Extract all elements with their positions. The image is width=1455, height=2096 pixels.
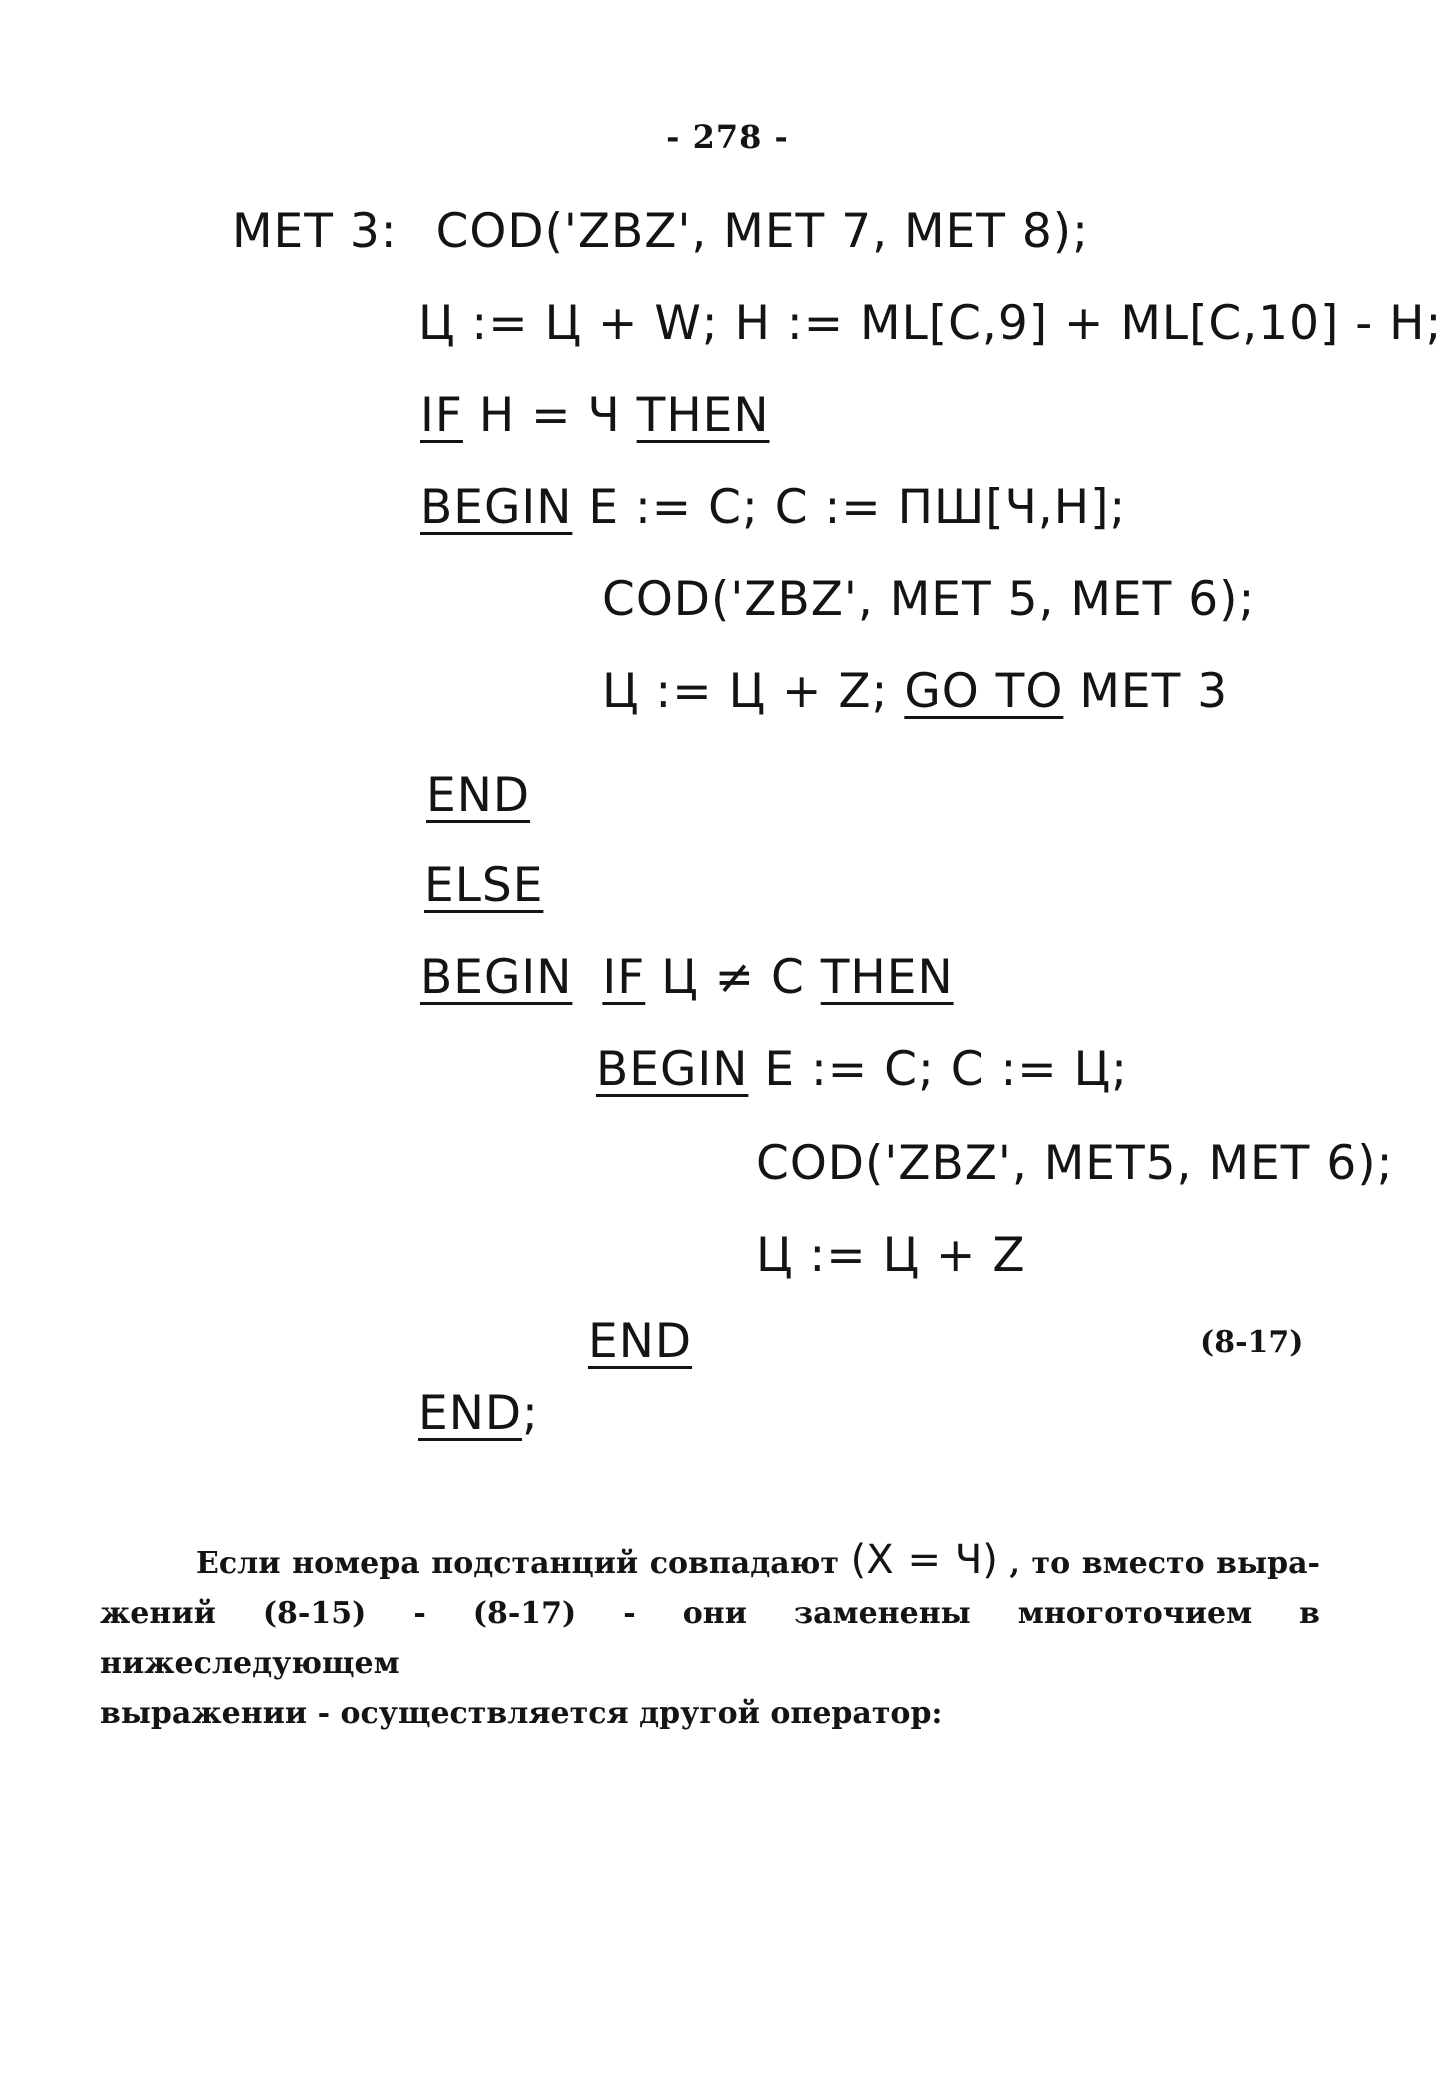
page-number: - 278 - [666, 118, 789, 156]
code-text: МЕТ 3 [1063, 664, 1229, 719]
keyword-end: END [418, 1386, 523, 1441]
paragraph-text: , то вместо выра- [1009, 1546, 1320, 1581]
code-text: COD('ZBZ', МЕТ 5, МЕТ 6); [602, 572, 1256, 627]
code-line-12 [756, 1228, 1026, 1283]
code-text: Ц := Ц + W; Н := ML[С,9] + ML[С,10] - Н; [418, 296, 1443, 351]
code-text: Ц := Ц + Z [756, 1228, 1026, 1283]
keyword-if: IF [420, 388, 463, 443]
code-line-4 [420, 480, 1127, 535]
formula-number: (8-17) [1200, 1325, 1304, 1360]
keyword-begin: BEGIN [420, 480, 573, 535]
code-line-6 [602, 664, 1229, 719]
keyword-goto: GO TO [904, 664, 1064, 719]
code-text: Ц ≠ С [645, 950, 821, 1005]
code-line-2 [418, 296, 1443, 351]
paragraph-line-1 [100, 1535, 1320, 1589]
code-text: COD('ZBZ', МЕТ 7, МЕТ 8); [435, 204, 1089, 259]
keyword-begin: BEGIN [596, 1042, 749, 1097]
code-line-7 [426, 768, 531, 823]
paragraph-line-3: выражении - осуществляется другой оператор: [100, 1696, 943, 1731]
code-line-13 [588, 1314, 693, 1369]
keyword-if: IF [602, 950, 646, 1005]
keyword-end: END [588, 1314, 693, 1369]
inline-formula: (X = Ч) [850, 1537, 998, 1583]
code-text: COD('ZBZ', МЕТ5, МЕТ 6); [756, 1136, 1394, 1191]
body-paragraph [100, 1535, 1320, 1739]
code-line-1 [232, 204, 1089, 259]
keyword-then: THEN [820, 950, 954, 1005]
paragraph-text: Если номера подстанций совпадают [196, 1546, 840, 1581]
code-text: Ц := Ц + Z; [602, 664, 905, 719]
keyword-end: END [426, 768, 531, 823]
code-text: ; [522, 1386, 539, 1441]
code-line-9 [420, 950, 954, 1005]
code-line-8 [424, 858, 544, 913]
code-text: Е := С; С := Ц; [748, 1042, 1128, 1097]
code-line-10 [596, 1042, 1128, 1097]
keyword-then: THEN [636, 388, 770, 443]
code-line-14 [418, 1386, 539, 1441]
keyword-else: ELSE [424, 858, 544, 913]
code-line-5 [602, 572, 1256, 627]
code-text: Н = Ч [462, 388, 637, 443]
code-line-11 [756, 1136, 1394, 1191]
label-met3: МЕТ 3: [232, 204, 398, 259]
keyword-begin: BEGIN [420, 950, 573, 1005]
code-text: Е := С; С := ПШ[Ч,Н]; [572, 480, 1127, 535]
paragraph-line-2: жений (8-15) - (8-17) - они заменены многоточием в нижеследующем [100, 1596, 1320, 1681]
code-line-3 [420, 388, 770, 443]
